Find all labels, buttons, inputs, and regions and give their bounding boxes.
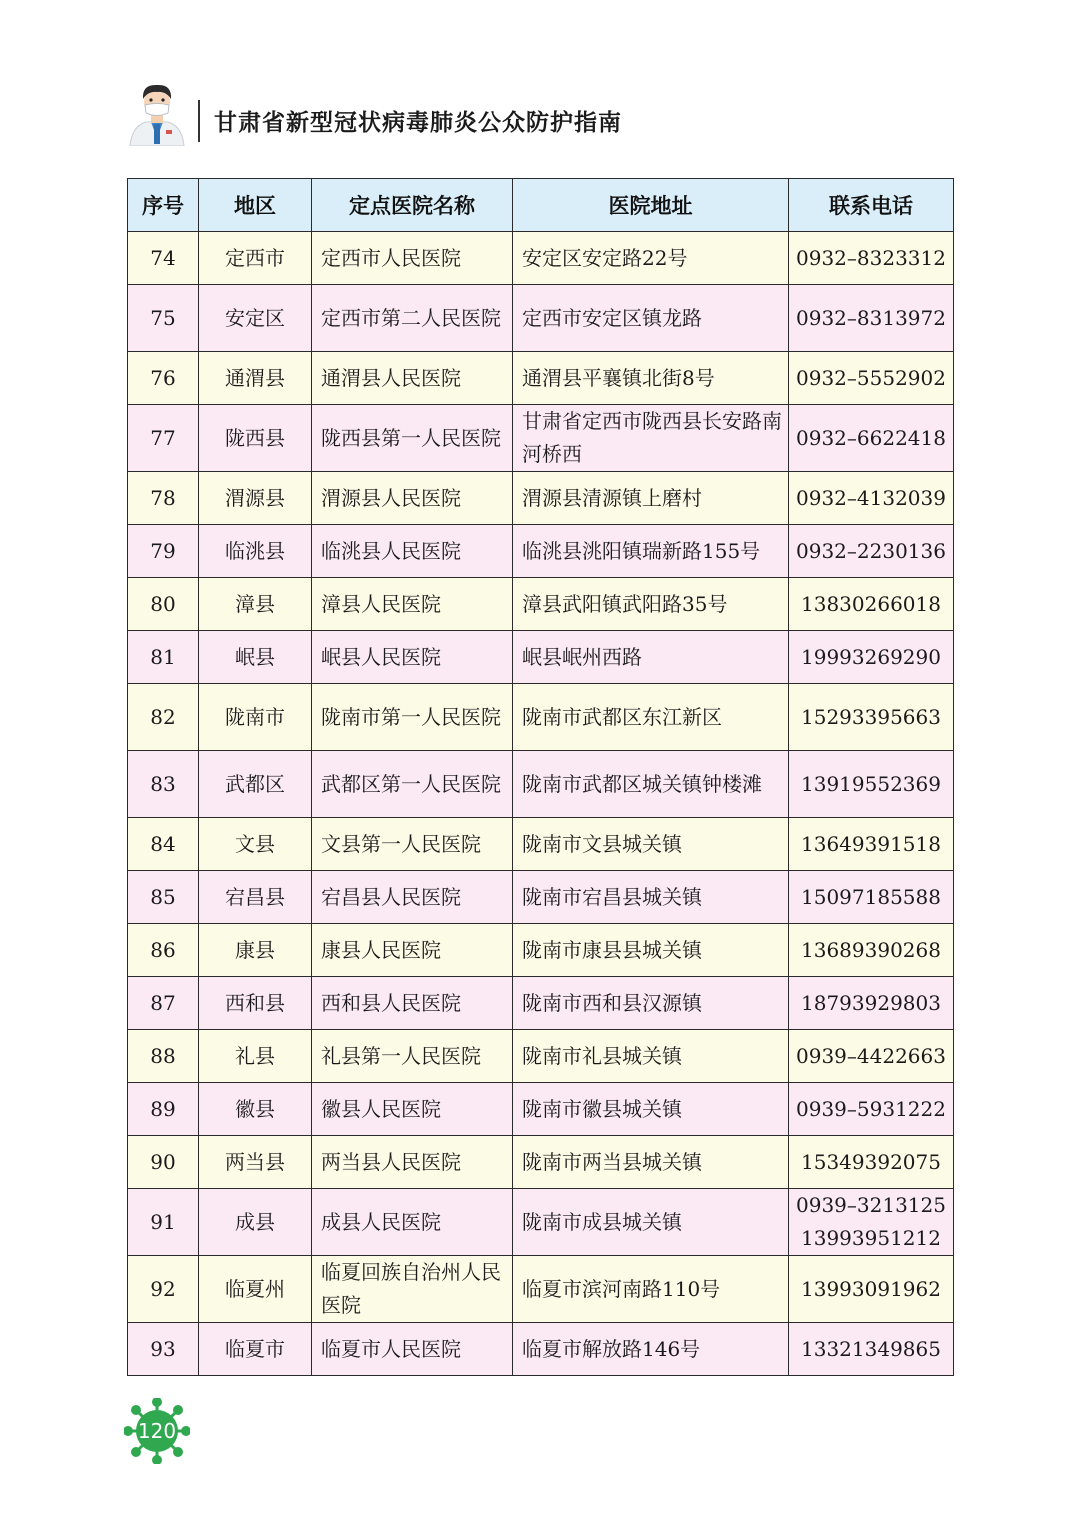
cell-hospital: 通渭县人民医院 [312, 352, 513, 405]
cell-no: 79 [128, 525, 199, 578]
cell-address: 甘肃省定西市陇西县长安路南河桥西 [513, 405, 789, 472]
cell-address: 陇南市宕昌县城关镇 [513, 871, 789, 924]
cell-address: 陇南市武都区东江新区 [513, 684, 789, 751]
cell-phone: 15293395663 [789, 684, 954, 751]
cell-hospital: 礼县第一人民医院 [312, 1030, 513, 1083]
cell-phone: 0932–8313972 [789, 285, 954, 352]
cell-phone: 18793929803 [789, 977, 954, 1030]
table-row [128, 871, 954, 924]
table-row [128, 232, 954, 285]
cell-no: 82 [128, 684, 199, 751]
cell-address: 临夏市滨河南路110号 [513, 1256, 789, 1323]
cell-no: 85 [128, 871, 199, 924]
cell-no: 76 [128, 352, 199, 405]
cell-region: 临夏市 [199, 1323, 312, 1376]
cell-phone: 0939–4422663 [789, 1030, 954, 1083]
page-title: 甘肃省新型冠状病毒肺炎公众防护指南 [214, 110, 622, 136]
cell-region: 安定区 [199, 285, 312, 352]
cell-address: 陇南市成县城关镇 [513, 1189, 789, 1256]
cell-hospital: 宕昌县人民医院 [312, 871, 513, 924]
cell-address: 陇南市文县城关镇 [513, 818, 789, 871]
cell-address: 漳县武阳镇武阳路35号 [513, 578, 789, 631]
table-header-row [128, 179, 954, 232]
cell-phone: 13689390268 [789, 924, 954, 977]
cell-no: 90 [128, 1136, 199, 1189]
cell-hospital: 岷县人民医院 [312, 631, 513, 684]
table-row [128, 631, 954, 684]
cell-phone: 0939–5931222 [789, 1083, 954, 1136]
cell-hospital: 定西市人民医院 [312, 232, 513, 285]
cell-region: 陇西县 [199, 405, 312, 472]
cell-region: 陇南市 [199, 684, 312, 751]
cell-no: 89 [128, 1083, 199, 1136]
table-row [128, 818, 954, 871]
cell-region: 临洮县 [199, 525, 312, 578]
table-row [128, 405, 954, 472]
cell-phone: 15349392075 [789, 1136, 954, 1189]
cell-hospital: 漳县人民医院 [312, 578, 513, 631]
table-row [128, 1136, 954, 1189]
cell-hospital: 徽县人民医院 [312, 1083, 513, 1136]
cell-phone: 0932–4132039 [789, 472, 954, 525]
cell-no: 84 [128, 818, 199, 871]
cell-no: 83 [128, 751, 199, 818]
cell-phone: 13321349865 [789, 1323, 954, 1376]
cell-hospital: 渭源县人民医院 [312, 472, 513, 525]
column-header-no: 序号 [128, 179, 199, 232]
cell-no: 88 [128, 1030, 199, 1083]
cell-region: 通渭县 [199, 352, 312, 405]
cell-region: 渭源县 [199, 472, 312, 525]
column-header-hospital: 定点医院名称 [312, 179, 513, 232]
table-row [128, 924, 954, 977]
cell-region: 武都区 [199, 751, 312, 818]
cell-region: 徽县 [199, 1083, 312, 1136]
hospital-table [127, 178, 954, 1376]
cell-region: 文县 [199, 818, 312, 871]
cell-no: 87 [128, 977, 199, 1030]
table-row [128, 1256, 954, 1323]
cell-hospital: 西和县人民医院 [312, 977, 513, 1030]
cell-region: 礼县 [199, 1030, 312, 1083]
table-row [128, 525, 954, 578]
cell-region: 康县 [199, 924, 312, 977]
column-header-region: 地区 [199, 179, 312, 232]
cell-phone: 13993091962 [789, 1256, 954, 1323]
table-row [128, 472, 954, 525]
table-row [128, 1030, 954, 1083]
cell-hospital: 定西市第二人民医院 [312, 285, 513, 352]
cell-address: 定西市安定区镇龙路 [513, 285, 789, 352]
cell-no: 75 [128, 285, 199, 352]
cell-region: 临夏州 [199, 1256, 312, 1323]
cell-no: 86 [128, 924, 199, 977]
column-header-address: 医院地址 [513, 179, 789, 232]
cell-no: 78 [128, 472, 199, 525]
cell-phone: 0932–8323312 [789, 232, 954, 285]
table-row [128, 352, 954, 405]
cell-region: 西和县 [199, 977, 312, 1030]
cell-phone: 0932–5552902 [789, 352, 954, 405]
cell-address: 陇南市康县县城关镇 [513, 924, 789, 977]
cell-no: 91 [128, 1189, 199, 1256]
cell-hospital: 陇西县第一人民医院 [312, 405, 513, 472]
phone-line: 0939–3213125 [796, 1193, 946, 1217]
cell-no: 74 [128, 232, 199, 285]
table-row [128, 1189, 954, 1256]
cell-address: 陇南市礼县城关镇 [513, 1030, 789, 1083]
cell-region: 成县 [199, 1189, 312, 1256]
table-row [128, 684, 954, 751]
page-number: 120 [137, 1419, 177, 1443]
cell-hospital: 文县第一人民医院 [312, 818, 513, 871]
cell-phone: 13830266018 [789, 578, 954, 631]
table-row [128, 1083, 954, 1136]
cell-no: 77 [128, 405, 199, 472]
cell-address: 安定区安定路22号 [513, 232, 789, 285]
cell-hospital: 武都区第一人民医院 [312, 751, 513, 818]
cell-region: 两当县 [199, 1136, 312, 1189]
phone-line: 13993951212 [801, 1226, 941, 1250]
doctor-avatar-icon [126, 80, 188, 146]
cell-address: 岷县岷州西路 [513, 631, 789, 684]
cell-phone: 15097185588 [789, 871, 954, 924]
cell-phone: 0932–6622418 [789, 405, 954, 472]
cell-no: 80 [128, 578, 199, 631]
cell-address: 临夏市解放路146号 [513, 1323, 789, 1376]
cell-region: 宕昌县 [199, 871, 312, 924]
table-row [128, 285, 954, 352]
cell-hospital: 康县人民医院 [312, 924, 513, 977]
cell-phone: 0932–2230136 [789, 525, 954, 578]
table-row [128, 1323, 954, 1376]
cell-region: 岷县 [199, 631, 312, 684]
cell-hospital: 临洮县人民医院 [312, 525, 513, 578]
cell-address: 临洮县洮阳镇瑞新路155号 [513, 525, 789, 578]
cell-no: 92 [128, 1256, 199, 1323]
cell-phone: 13649391518 [789, 818, 954, 871]
cell-hospital: 陇南市第一人民医院 [312, 684, 513, 751]
table-row [128, 977, 954, 1030]
cell-address: 陇南市两当县城关镇 [513, 1136, 789, 1189]
cell-region: 定西市 [199, 232, 312, 285]
cell-phone: 19993269290 [789, 631, 954, 684]
cell-address: 陇南市徽县城关镇 [513, 1083, 789, 1136]
column-header-phone: 联系电话 [789, 179, 954, 232]
cell-address: 渭源县清源镇上磨村 [513, 472, 789, 525]
cell-no: 93 [128, 1323, 199, 1376]
cell-address: 陇南市西和县汉源镇 [513, 977, 789, 1030]
cell-hospital: 成县人民医院 [312, 1189, 513, 1256]
table-row [128, 751, 954, 818]
cell-region: 漳县 [199, 578, 312, 631]
cell-address: 通渭县平襄镇北街8号 [513, 352, 789, 405]
cell-hospital: 临夏回族自治州人民医院 [312, 1256, 513, 1323]
cell-hospital: 临夏市人民医院 [312, 1323, 513, 1376]
cell-no: 81 [128, 631, 199, 684]
cell-address: 陇南市武都区城关镇钟楼滩 [513, 751, 789, 818]
cell-phone [789, 1189, 954, 1256]
table-row [128, 578, 954, 631]
cell-phone: 13919552369 [789, 751, 954, 818]
cell-hospital: 两当县人民医院 [312, 1136, 513, 1189]
header-divider [198, 100, 200, 142]
